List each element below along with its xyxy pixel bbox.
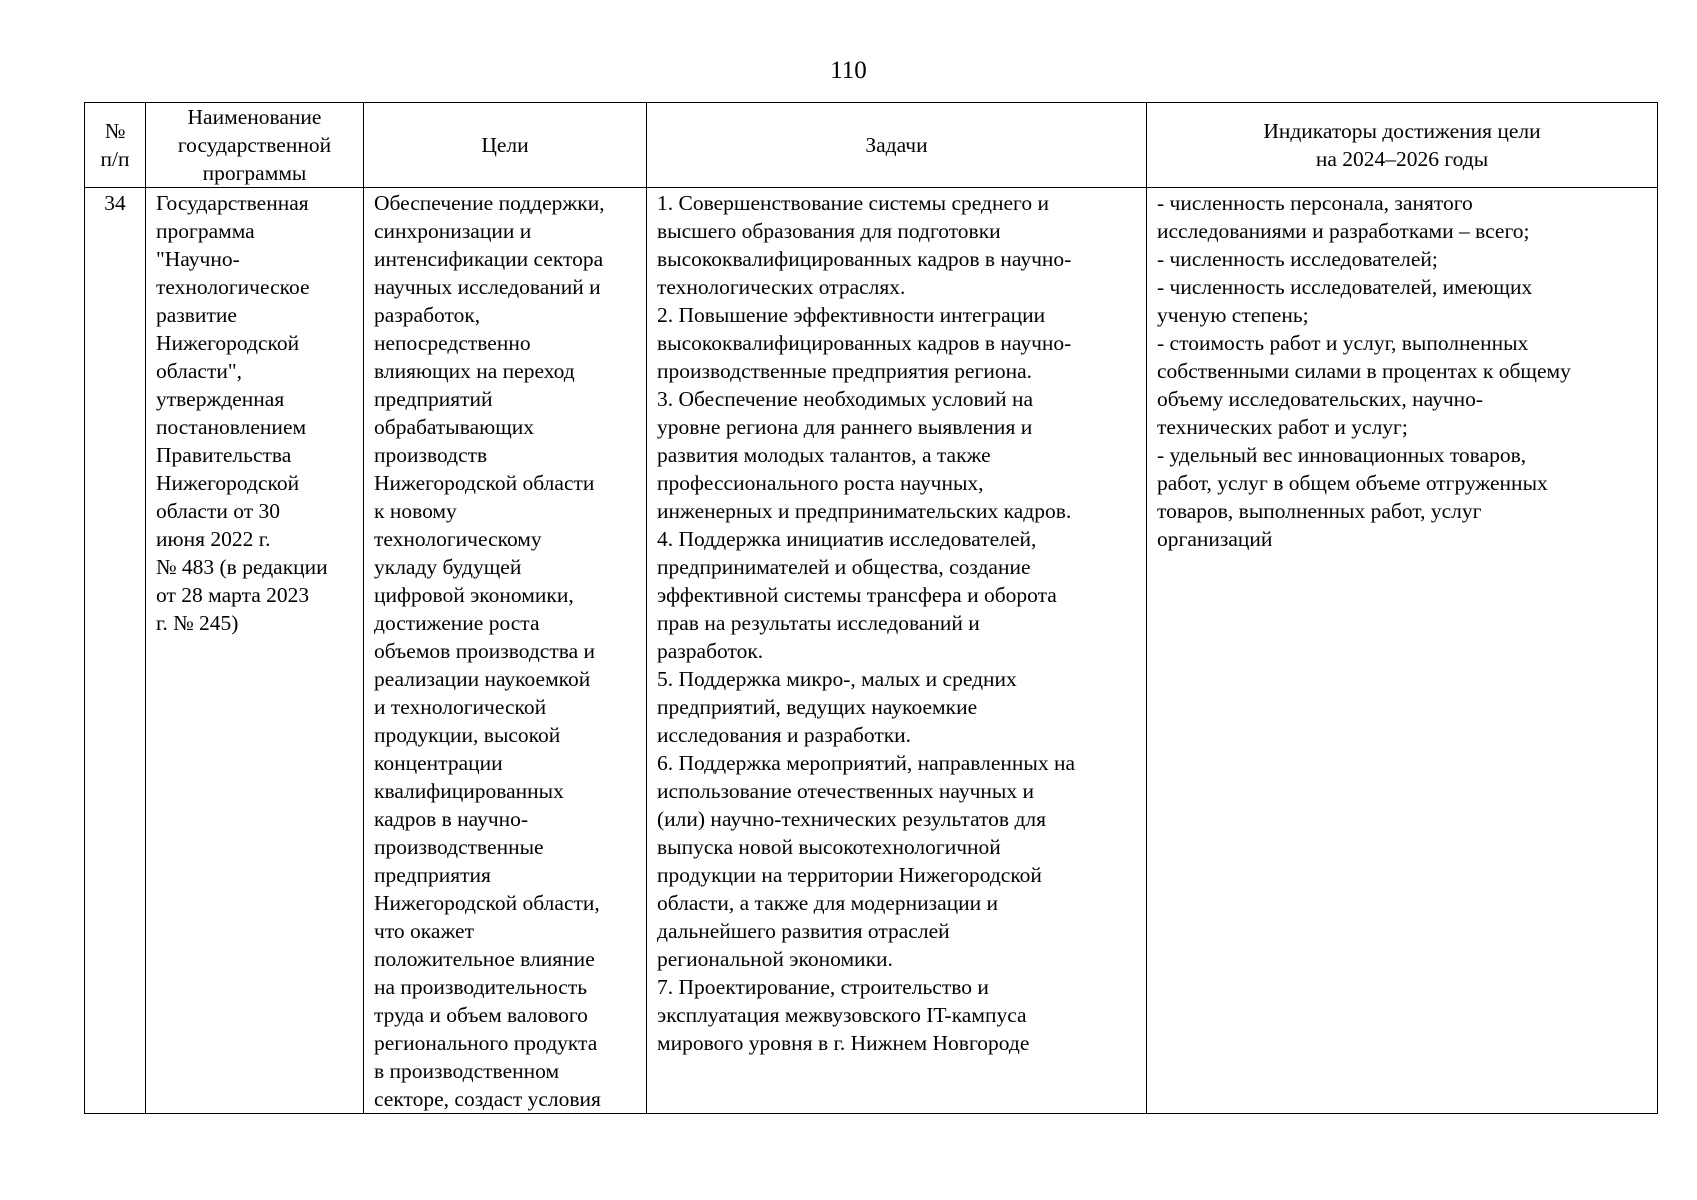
header-line: программы [202, 161, 307, 185]
cell-text-line: Обеспечение поддержки, [374, 191, 605, 215]
cell-text-line: высшего образования для подготовки [657, 219, 1001, 243]
cell-text-line: предпринимателей и общества, создание [657, 555, 1031, 579]
cell-text-line: производств [374, 443, 488, 467]
tasks-cell [647, 188, 1147, 1114]
cell-text-line: Нижегородской области, [374, 891, 600, 915]
cell-text-line: производственные предприятия региона. [657, 359, 1033, 383]
cell-text-line: технологическому [374, 527, 542, 551]
table-row [85, 188, 1658, 1114]
page-number: 110 [830, 57, 867, 84]
cell-text-line: развитие [156, 303, 237, 327]
cell-text-line: прав на результаты исследований и [657, 611, 980, 635]
cell-text-line: 4. Поддержка инициатив исследователей, [657, 527, 1037, 551]
cell-text-line: Нижегородской области [374, 471, 595, 495]
cell-text-line: постановлением [156, 415, 307, 439]
cell-text-line: регионального продукта [374, 1031, 598, 1055]
cell-text-line: 6. Поддержка мероприятий, направленных на [657, 751, 1076, 775]
cell-text-line: предприятий, ведущих наукоемкие [657, 695, 978, 719]
cell-text-line: 1. Совершенствование системы среднего и [657, 191, 1049, 215]
table-header-row [85, 103, 1658, 188]
programs-table [84, 102, 1658, 1114]
cell-text-line: 7. Проектирование, строительство и [657, 975, 989, 999]
cell-text-line: Нижегородской [156, 331, 300, 355]
cell-text-line: секторе, создаст условия [374, 1087, 601, 1111]
header-line: Индикаторы достижения цели [1263, 119, 1541, 143]
cell-text-line: продукции, высокой [374, 723, 561, 747]
cell-text-line: квалифицированных [374, 779, 564, 803]
cell-text-line: 3. Обеспечение необходимых условий на [657, 387, 1034, 411]
cell-text-line: синхронизации и [374, 219, 532, 243]
cell-text-line: г. № 245) [156, 611, 239, 635]
header-line: Цели [481, 133, 529, 157]
cell-text-line: ученую степень; [1157, 303, 1309, 327]
cell-text-line: собственными силами в процентах к общему [1157, 359, 1571, 383]
cell-text-line: высококвалифицированных кадров в научно- [657, 331, 1072, 355]
header-line: Задачи [865, 133, 928, 157]
cell-text-line: утвержденная [156, 387, 285, 411]
cell-text-line: исследования и разработки. [657, 723, 912, 747]
cell-text-line: научных исследований и [374, 275, 601, 299]
indicators-cell [1147, 188, 1658, 1114]
cell-text-line: что окажет [374, 919, 474, 943]
header-line: на 2024–2026 годы [1315, 147, 1489, 171]
cell-text-line: обрабатывающих [374, 415, 535, 439]
cell-text-line: (или) научно-технических результатов для [657, 807, 1047, 831]
cell-text-line: технических работ и услуг; [1157, 415, 1408, 439]
cell-text-line: программа [156, 219, 255, 243]
cell-text-line: профессионального роста научных, [657, 471, 984, 495]
cell-text-line: разработок, [374, 303, 481, 327]
cell-text-line: области, а также для модернизации и [657, 891, 999, 915]
cell-text-line: концентрации [374, 751, 503, 775]
cell-text-line: к новому [374, 499, 457, 523]
cell-text-line: реализации наукоемкой [374, 667, 591, 691]
cell-text-line: использование отечественных научных и [657, 779, 1034, 803]
header-line: государственной [177, 133, 332, 157]
cell-text-line: и технологической [374, 695, 547, 719]
cell-text-line: организаций [1157, 527, 1273, 551]
header-line: № [104, 119, 126, 143]
cell-text-line: 2. Повышение эффективности интеграции [657, 303, 1046, 327]
cell-text-line: объемов производства и [374, 639, 596, 663]
header-number [85, 103, 146, 188]
header-tasks [647, 103, 1147, 188]
cell-text-line: инженерных и предпринимательских кадров. [657, 499, 1072, 523]
cell-text-line: июня 2022 г. [156, 527, 271, 551]
goals-cell [364, 188, 647, 1114]
cell-text-line: технологическое [156, 275, 310, 299]
cell-text-line: труда и объем валового [374, 1003, 588, 1027]
header-line: Наименование [187, 105, 322, 129]
cell-text-line: Нижегородской [156, 471, 300, 495]
cell-text-line: цифровой экономики, [374, 583, 574, 607]
cell-text-line: продукции на территории Нижегородской [657, 863, 1042, 887]
cell-text-line: 5. Поддержка микро-, малых и средних [657, 667, 1017, 691]
cell-text-line: № 483 (в редакции [156, 555, 328, 579]
cell-text-line: высококвалифицированных кадров в научно- [657, 247, 1072, 271]
header-line: п/п [100, 147, 130, 171]
cell-text-line: - численность исследователей; [1157, 247, 1438, 271]
cell-text-line: уровне региона для раннего выявления и [657, 415, 1033, 439]
cell-text-line: влияющих на переход [374, 359, 575, 383]
cell-text-line: положительное влияние [374, 947, 595, 971]
cell-text-line: предприятия [374, 863, 491, 887]
cell-text-line: - численность персонала, занятого [1157, 191, 1473, 215]
cell-text-line: дальнейшего развития отраслей [657, 919, 950, 943]
cell-text-line: выпуска новой высокотехнологичной [657, 835, 1001, 859]
cell-text-line: укладу будущей [374, 555, 522, 579]
cell-text-line: от 28 марта 2023 [156, 583, 310, 607]
cell-text-line: - удельный вес инновационных товаров, [1157, 443, 1527, 467]
cell-text-line: непосредственно [374, 331, 531, 355]
cell-text-line: в производственном [374, 1059, 560, 1083]
cell-text-line: эксплуатация межвузовского IT-кампуса [657, 1003, 1027, 1027]
cell-text-line: товаров, выполненных работ, услуг [1157, 499, 1482, 523]
cell-text-line: на производительность [374, 975, 588, 999]
cell-text-line: эффективной системы трансфера и оборота [657, 583, 1057, 607]
header-indicators [1147, 103, 1658, 188]
cell-text-line: технологических отраслях. [657, 275, 906, 299]
cell-text-line: Правительства [156, 443, 292, 467]
cell-text-line: развития молодых талантов, а также [657, 443, 991, 467]
header-program-name [146, 103, 364, 188]
cell-text-line: региональной экономики. [657, 947, 893, 971]
cell-text-line: кадров в научно- [374, 807, 529, 831]
cell-text-line: объему исследовательских, научно- [1157, 387, 1484, 411]
program-name-cell [146, 188, 364, 1114]
cell-text-line: Государственная [156, 191, 309, 215]
cell-text-line: производственные [374, 835, 544, 859]
cell-text-line: мирового уровня в г. Нижнем Новгороде [657, 1031, 1030, 1055]
cell-text-line: интенсификации сектора [374, 247, 604, 271]
row-number: 34 [85, 188, 146, 1114]
cell-text-line: работ, услуг в общем объеме отгруженных [1157, 471, 1548, 495]
header-goals [364, 103, 647, 188]
cell-text-line: разработок. [657, 639, 764, 663]
cell-text-line: области", [156, 359, 243, 383]
cell-text-line: - стоимость работ и услуг, выполненных [1157, 331, 1529, 355]
cell-text-line: области от 30 [156, 499, 280, 523]
cell-text-line: предприятий [374, 387, 493, 411]
cell-text-line: исследованиями и разработками – всего; [1157, 219, 1530, 243]
cell-text-line: "Научно- [156, 247, 240, 271]
cell-text-line: - численность исследователей, имеющих [1157, 275, 1533, 299]
cell-text-line: достижение роста [374, 611, 540, 635]
